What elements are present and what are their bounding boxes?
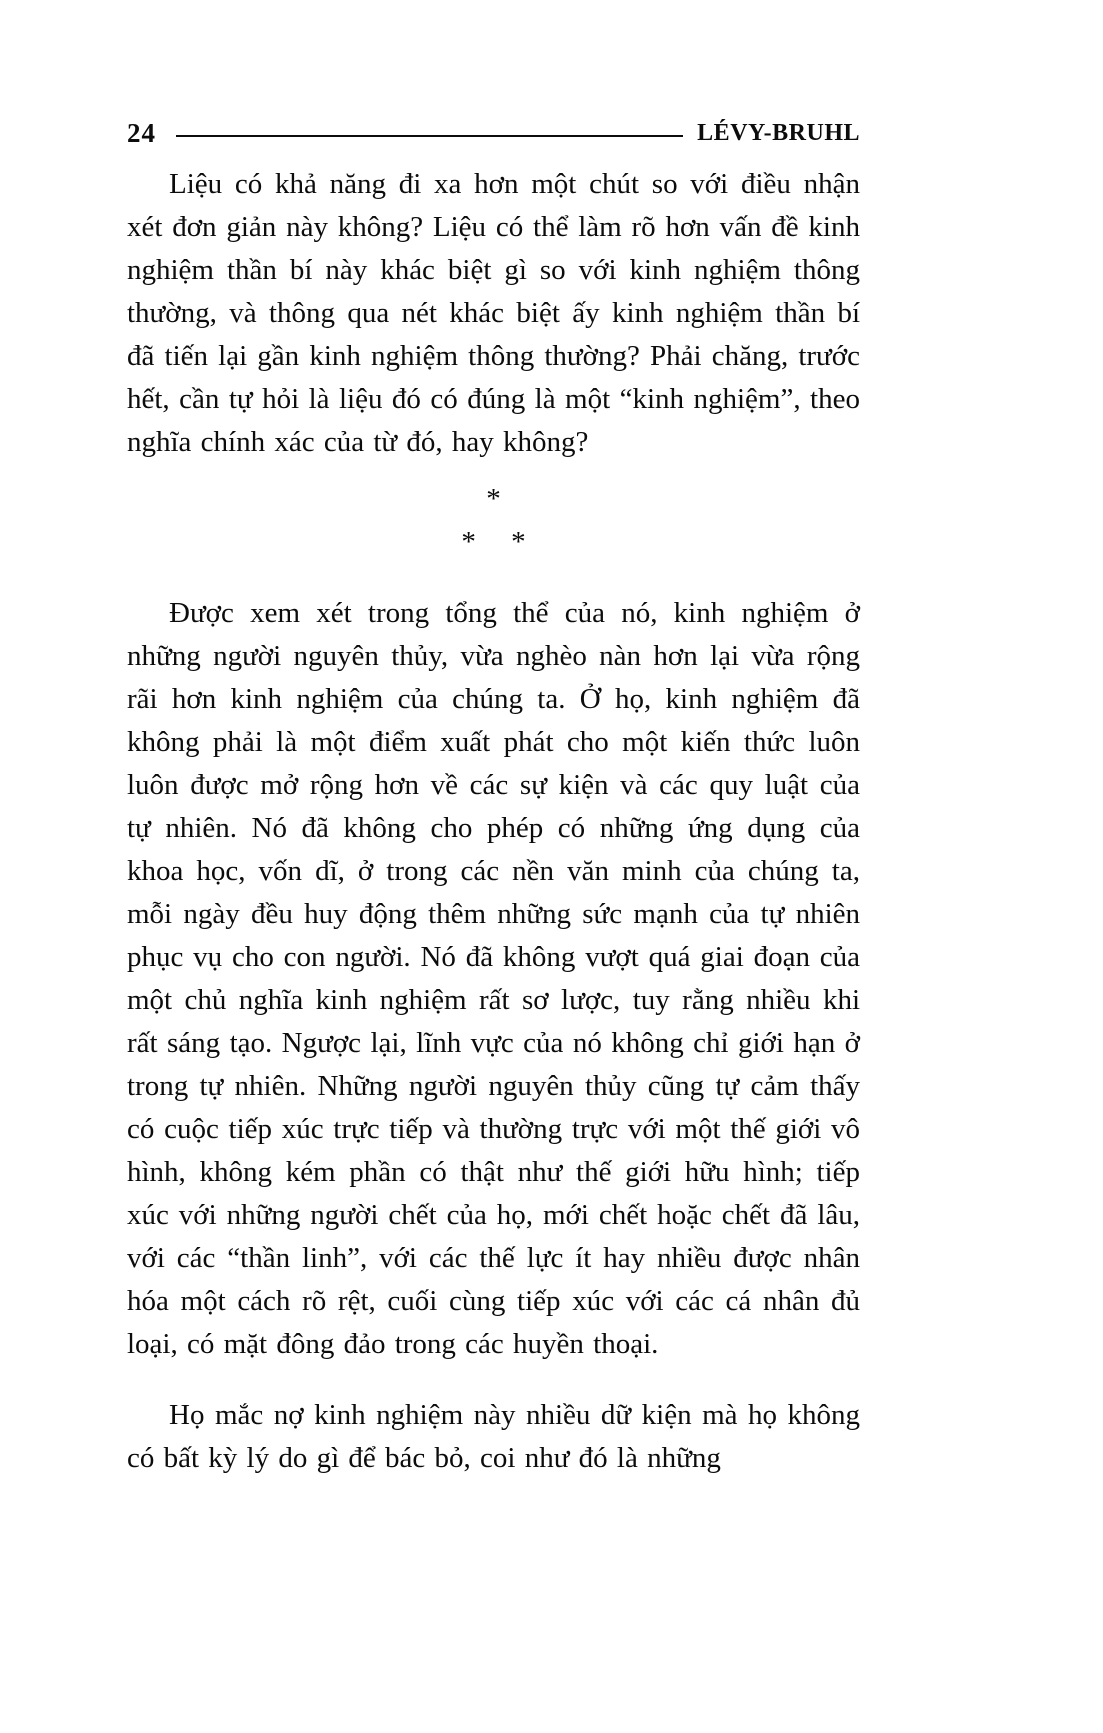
running-header	[127, 118, 860, 149]
body-text	[127, 163, 860, 1480]
paragraph-3: Họ mắc nợ kinh nghiệm này nhiều dữ kiện mà họ không có bất kỳ lý do gì để bác bỏ, coi như đó là những	[127, 1399, 860, 1474]
section-break	[127, 478, 860, 564]
page-content	[127, 118, 860, 1480]
paragraph-1: Liệu có khả năng đi xa hơn một chút so với điều nhận xét đơn giản này không? Liệu có thể làm rõ hơn vấn đề kinh nghiệm thần bí này khác biệt gì so với kinh nghiệm thông thường, và thông qua nét khác biệt ấy kinh nghiệm thần bí đã tiến lại gần kinh nghiệm thông thường? Phải chăng, trước hết, cần tự hỏi là liệu đó có đúng là một “kinh nghiệm”, theo nghĩa chính xác của từ đó, hay không?	[127, 168, 860, 458]
section-break-star-top: *	[486, 483, 501, 515]
paragraph-2: Được xem xét trong tổng thể của nó, kinh nghiệm ở những người nguyên thủy, vừa nghèo nàn hơn lại vừa rộng rãi hơn kinh nghiệm của chúng ta. Ở họ, kinh nghiệm đã không phải là một điểm xuất phát cho một kiến thức luôn luôn được mở rộng hơn về các sự kiện và các quy luật của tự nhiên. Nó đã không cho phép có những ứng dụng của khoa học, vốn dĩ, ở trong các nền văn minh của chúng ta, mỗi ngày đều huy động thêm những sức mạnh của tự nhiên phục vụ cho con người. Nó đã không vượt quá giai đoạn của một chủ nghĩa kinh nghiệm rất sơ lược, tuy rằng nhiều khi rất sáng tạo. Ngược lại, lĩnh vực của nó không chỉ giới hạn ở trong tự nhiên. Những người nguyên thủy cũng tự cảm thấy có cuộc tiếp xúc trực tiếp và thường trực với một thế giới vô hình, không kém phần có thật như thế giới hữu hình; tiếp xúc với những người chết của họ, mới chết hoặc chết đã lâu, với các “thần linh”, với các thế lực ít hay nhiều được nhân hóa một cách rõ rệt, cuối cùng tiếp xúc với các cá nhân đủ loại, có mặt đông đảo trong các huyền thoại.	[127, 597, 860, 1360]
section-break-stars-bottom: * *	[461, 526, 526, 558]
header-rule	[176, 135, 683, 137]
page-number: 24	[127, 118, 156, 148]
running-header-title: LÉVY-BRUHL	[697, 120, 860, 146]
